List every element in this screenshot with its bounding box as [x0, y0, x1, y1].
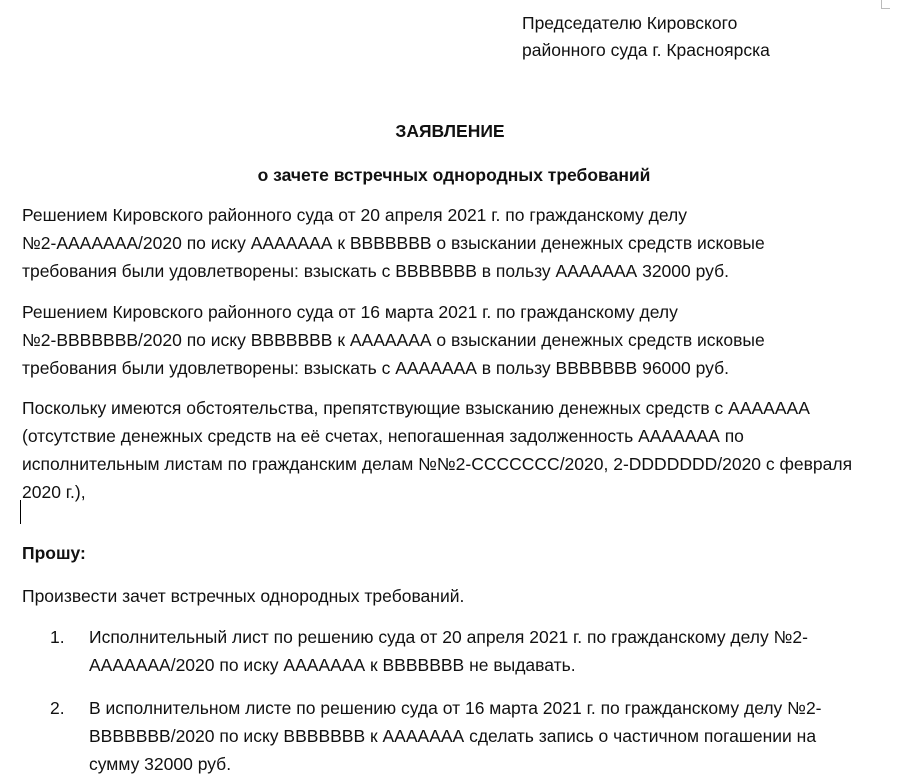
request-intro: Произвести зачет встречных однородных требований.	[22, 586, 465, 606]
document-subtitle: о зачете встречных однородных требований	[257, 165, 651, 185]
addressee-block	[522, 10, 770, 64]
paragraph-line: Решением Кировского районного суда от 16 марта 2021 г. по гражданскому делу	[22, 302, 678, 322]
list-item-text	[89, 623, 808, 679]
list-item-text	[89, 694, 822, 778]
list-item-number: 1.	[50, 627, 65, 647]
addressee-line-2: районного суда г. Красноярска	[522, 40, 770, 60]
margin-corner-mark	[881, 0, 890, 9]
paragraph-decision-2	[22, 298, 892, 382]
paragraph-decision-1	[22, 201, 892, 285]
paragraph-line: (отсутствие денежных средств на её счетах, непогашенная задолженность ААААААА по	[22, 426, 744, 446]
list-item-line: В исполнительном листе по решению суда от 16 марта 2021 г. по гражданскому делу №2-	[89, 698, 822, 718]
paragraph-line: №2-ВВВВВВВ/2020 по иску ВВВВВВВ к ААААААА о взыскании денежных средств исковые	[22, 330, 765, 350]
paragraph-line: Решением Кировского районного суда от 20 апреля 2021 г. по гражданскому делу	[22, 205, 687, 225]
addressee-line-1: Председателю Кировского	[522, 13, 738, 33]
paragraph-line: 2020 г.),	[22, 482, 86, 502]
document-title: ЗАЯВЛЕНИЕ	[395, 121, 505, 141]
paragraph-circumstances	[22, 394, 892, 506]
list-item-line: сумму 32000 руб.	[89, 754, 232, 774]
paragraph-line: требования были удовлетворены: взыскать с ААААААА в пользу ВВВВВВВ 96000 руб.	[22, 358, 729, 378]
paragraph-line: Поскольку имеются обстоятельства, препятствующие взысканию денежных средств с ААААААА	[22, 398, 810, 418]
list-item-line: Исполнительный лист по решению суда от 20 апреля 2021 г. по гражданскому делу №2-	[89, 627, 808, 647]
text-cursor[interactable]	[20, 500, 21, 524]
paragraph-line: №2-ААААААА/2020 по иску ААААААА к ВВВВВВВ о взыскании денежных средств исковые	[22, 233, 765, 253]
paragraph-line: исполнительным листам по гражданским делам №№2-ССССССС/2020, 2-DDDDDDD/2020 с февраля	[22, 454, 853, 474]
list-item-line: ААААААА/2020 по иску ААААААА к ВВВВВВВ не выдавать.	[89, 655, 576, 675]
request-heading: Прошу:	[22, 543, 86, 563]
paragraph-line: требования были удовлетворены: взыскать с ВВВВВВВ в пользу ААААААА 32000 руб.	[22, 261, 729, 281]
list-item-line: ВВВВВВВ/2020 по иску ВВВВВВВ к ААААААА сделать запись о частичном погашении на	[89, 726, 817, 746]
list-item-number: 2.	[50, 698, 65, 718]
